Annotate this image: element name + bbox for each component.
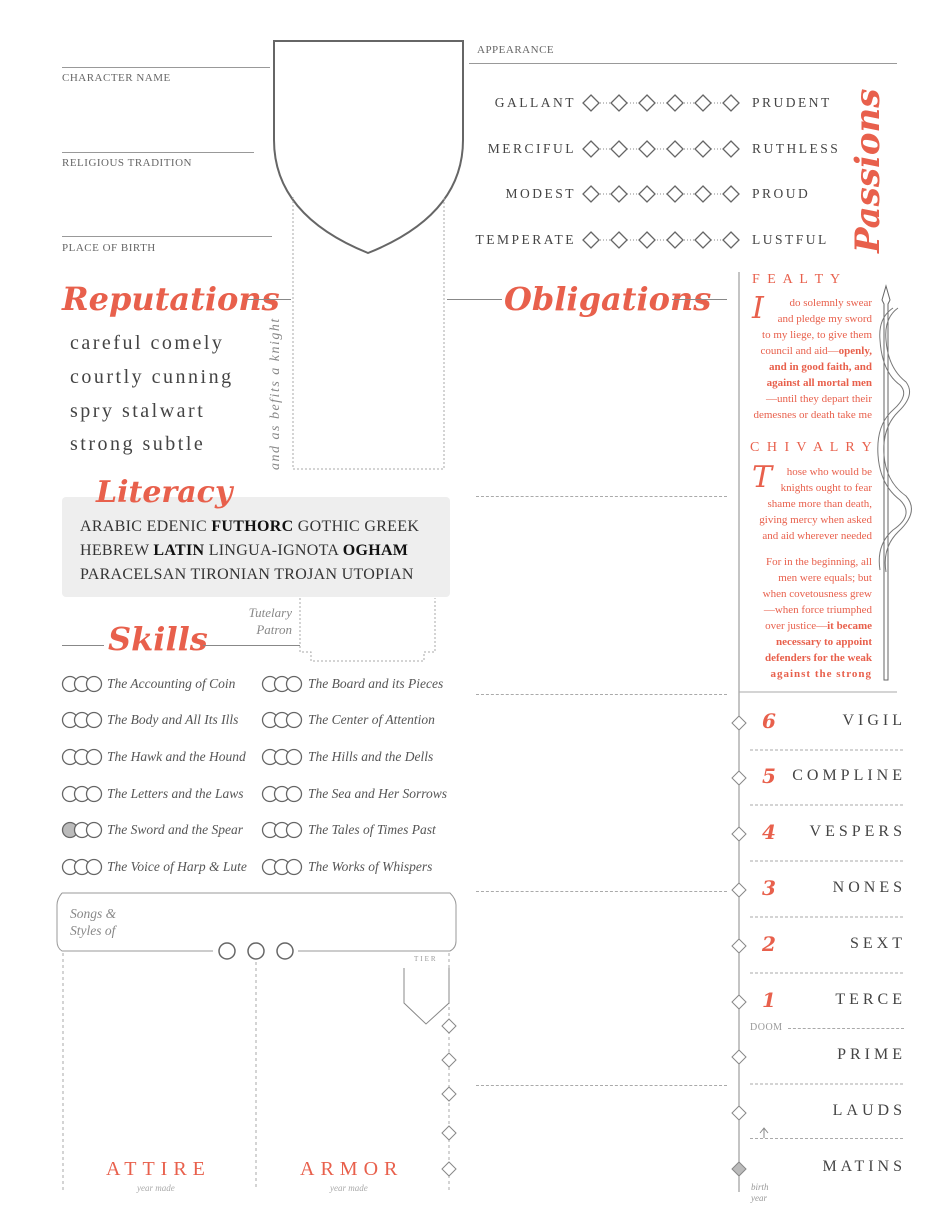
- tutelary-line: Patron: [256, 622, 292, 637]
- skill-label: The Sea and Her Sorrows: [308, 786, 448, 801]
- skill-label: The Hills and the Dells: [308, 749, 434, 764]
- knight-note: and as befits a knight: [268, 317, 283, 470]
- passions-heading: Passions: [848, 88, 888, 253]
- hour-diamond[interactable]: [732, 995, 746, 1009]
- oath-line: For in the beginning, all: [765, 556, 872, 568]
- skills-heading: Skills: [108, 620, 208, 658]
- oath-line: —until they depart their: [766, 393, 872, 405]
- appearance-label: APPEARANCE: [477, 44, 555, 56]
- language-option[interactable]: ARABIC: [80, 518, 143, 535]
- oath-bold: necessary to appoint: [776, 636, 872, 648]
- reputation-word[interactable]: cunning: [151, 366, 234, 388]
- birth-line-text: birth: [751, 1182, 769, 1192]
- language-option[interactable]: TROJAN: [274, 566, 338, 583]
- songs-line: Styles of: [70, 923, 116, 938]
- oath-line: and aid wherever needed: [762, 530, 872, 542]
- hour-name: LAUDS: [832, 1102, 906, 1119]
- tutelary-line: Tutelary: [248, 605, 292, 620]
- language-option[interactable]: OGHAM: [342, 542, 409, 559]
- obligations-heading: Obligations: [504, 280, 712, 318]
- trait-right-prudent: PRUDENT: [752, 95, 832, 110]
- songs-line: Songs &: [70, 906, 117, 921]
- trait-left-merciful: MERCIFUL: [487, 141, 576, 156]
- doom-label: DOOM: [750, 1022, 783, 1033]
- reputation-word[interactable]: spry: [70, 400, 115, 422]
- attire-label: ATTIRE: [106, 1158, 211, 1180]
- hour-diamond[interactable]: [732, 827, 746, 841]
- oath-line: knights ought to fear: [780, 482, 872, 494]
- reputation-word[interactable]: careful: [70, 332, 144, 354]
- skill-label: The Tales of Times Past: [308, 822, 436, 837]
- language-option[interactable]: TIRONIAN: [190, 566, 271, 583]
- oath-line: council and aid—: [760, 345, 839, 357]
- birth-line-text: year: [751, 1193, 767, 1203]
- armor-year-label: year made: [330, 1183, 368, 1193]
- language-option[interactable]: LATIN: [153, 542, 205, 559]
- place-of-birth-label: PLACE OF BIRTH: [62, 242, 156, 254]
- oath-bold: it became: [827, 620, 872, 632]
- trait-right-lustful: LUSTFUL: [752, 232, 829, 247]
- hour-diamond[interactable]: [732, 1050, 746, 1064]
- hour-name: COMPLINE: [792, 767, 906, 784]
- hour-name: MATINS: [822, 1158, 906, 1175]
- language-option[interactable]: FUTHORC: [211, 518, 294, 535]
- hour-name: TERCE: [835, 991, 906, 1008]
- reputation-word[interactable]: courtly: [70, 366, 145, 388]
- language-option[interactable]: GOTHIC: [297, 518, 361, 535]
- skill-label: The Works of Whispers: [308, 859, 433, 874]
- oath-bold: openly,: [838, 345, 872, 357]
- hour-number: 2: [762, 932, 776, 956]
- hour-diamond[interactable]: [732, 771, 746, 785]
- hour-number: 6: [762, 709, 776, 733]
- trait-right-proud: PROUD: [752, 186, 811, 201]
- hour-number: 1: [762, 988, 776, 1012]
- fealty-initial: I: [752, 291, 764, 326]
- hour-name: VIGIL: [842, 712, 906, 729]
- language-option[interactable]: HEBREW: [80, 542, 150, 559]
- language-option[interactable]: EDENIC: [146, 518, 208, 535]
- skill-label: The Body and All Its Ills: [107, 712, 239, 727]
- language-option[interactable]: LINGUA-IGNOTA: [208, 542, 339, 559]
- hour-name: VESPERS: [809, 823, 906, 840]
- trait-left-temperate: TEMPERATE: [475, 232, 576, 247]
- birth-year-label: [751, 1182, 769, 1204]
- oath-line: to my liege, to give them: [762, 329, 872, 341]
- religious-tradition-label: RELIGIOUS TRADITION: [62, 157, 192, 169]
- language-option[interactable]: PARACELSAN: [80, 566, 187, 583]
- literacy-heading: Literacy: [96, 475, 233, 510]
- character-name-label: CHARACTER NAME: [62, 72, 171, 84]
- skill-label: The Letters and the Laws: [107, 786, 244, 801]
- oath-line: demesnes or death take me: [753, 409, 872, 421]
- trait-right-ruthless: RUTHLESS: [752, 141, 841, 156]
- hour-name: SEXT: [850, 935, 906, 952]
- hour-diamond[interactable]: [732, 883, 746, 897]
- oath-line: —when force triumphed: [763, 604, 872, 616]
- birth-line: [750, 1138, 903, 1139]
- chivalry-initial: T: [752, 460, 773, 495]
- reputation-word[interactable]: subtle: [142, 433, 206, 455]
- oath-line: giving mercy when asked: [759, 514, 872, 526]
- skill-label: The Voice of Harp & Lute: [107, 859, 247, 874]
- reputations-heading: Reputations: [62, 280, 280, 318]
- reputation-word[interactable]: comely: [150, 332, 225, 354]
- doom-line: [788, 1028, 904, 1029]
- hour-diamond[interactable]: [732, 716, 746, 730]
- oath-line: and pledge my sword: [777, 313, 872, 325]
- reputation-word[interactable]: stalwart: [121, 400, 206, 422]
- skill-label: The Sword and the Spear: [107, 822, 243, 837]
- reputation-word[interactable]: strong: [70, 433, 135, 455]
- hour-number: 5: [762, 764, 776, 788]
- oath-line: over justice—: [765, 620, 828, 632]
- skill-label: The Center of Attention: [308, 712, 435, 727]
- oath-line: shame more than death,: [767, 498, 872, 510]
- fealty-title: F E A L T Y: [752, 272, 843, 287]
- chivalry-title: C H I V A L R Y: [750, 440, 874, 455]
- oath-line: hose who would be: [786, 466, 872, 478]
- skill-label: The Accounting of Coin: [107, 676, 236, 691]
- oath-line: do solemnly swear: [789, 297, 872, 309]
- language-option[interactable]: UTOPIAN: [341, 566, 414, 583]
- hour-number: 4: [762, 820, 776, 844]
- hour-diamond[interactable]: [732, 1106, 746, 1120]
- trait-left-modest: MODEST: [505, 186, 576, 201]
- skill-label: The Board and its Pieces: [308, 676, 444, 691]
- skill-label: The Hawk and the Hound: [107, 749, 246, 764]
- oath-bold: against the strong: [770, 668, 872, 680]
- oath-bold: defenders for the weak: [764, 652, 872, 664]
- attire-year-label: year made: [137, 1183, 175, 1193]
- oath-line: when covetousness grew: [762, 588, 872, 600]
- hour-diamond[interactable]: [732, 939, 746, 953]
- hour-diamond[interactable]: [732, 1162, 746, 1176]
- hour-name: PRIME: [837, 1046, 906, 1063]
- oath-bold: against all mortal men: [766, 377, 872, 389]
- tier-label: TIER: [414, 955, 438, 963]
- language-option[interactable]: GREEK: [364, 518, 420, 535]
- hour-number: 3: [762, 876, 776, 900]
- hour-name: NONES: [832, 879, 906, 896]
- oath-bold: and in good faith, and: [768, 361, 872, 373]
- oath-line: men were equals; but: [778, 572, 872, 584]
- trait-left-gallant: GALLANT: [494, 95, 576, 110]
- armor-label: ARMOR: [300, 1158, 404, 1180]
